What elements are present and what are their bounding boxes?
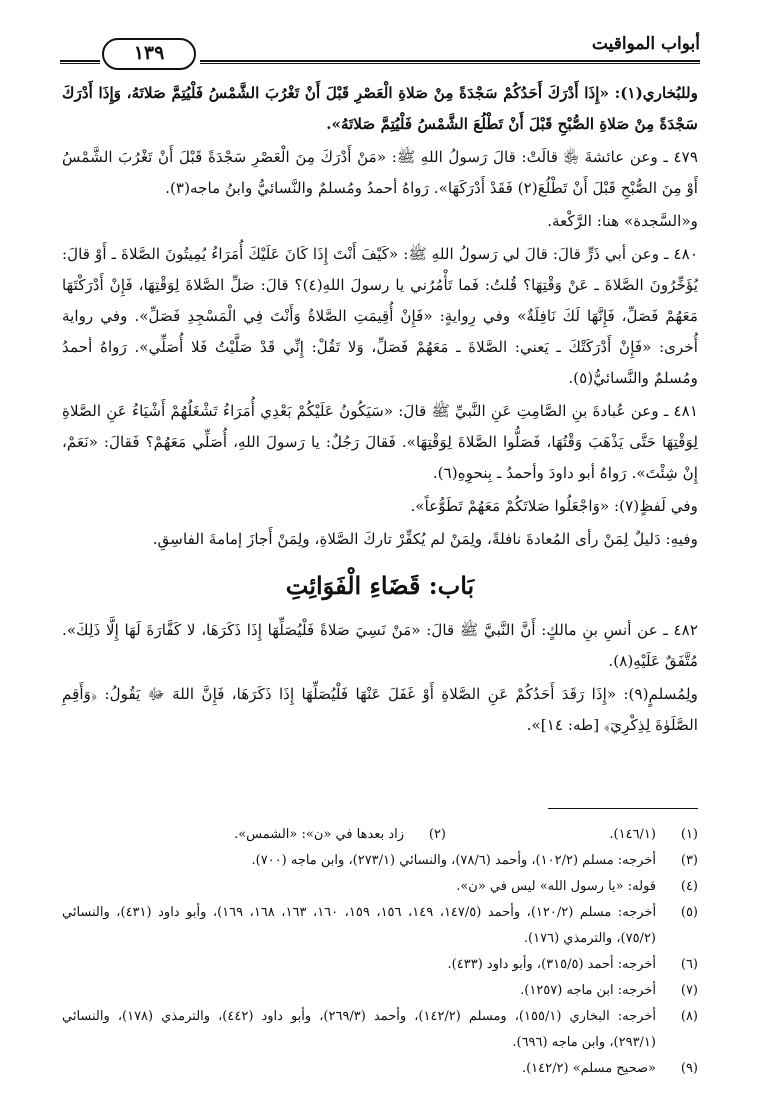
chapter-title: بَاب: قَضَاءِ الْفَوَائِتِ xyxy=(285,571,475,600)
footnote-number: (٣) xyxy=(680,853,698,868)
paragraph-muslim: ولِمُسلمٍ(٩): «إِذَا رَقَدَ أَحَدُكُمْ عَنِ الصَّلاةِ أَوْ غَفَلَ عَنْهَا فَلْيُصَلِّهَا إِذَا ذَكَرَهَا، فَإِنَّ اللهَ ﷻ يَقُولُ: ﴿وَأَقِمِ الصَّلَوٰةَ لِذِكْرِيٓ﴾ [طه: ١٤]». xyxy=(62,685,698,734)
footnote-row xyxy=(62,1056,698,1082)
footnote-row xyxy=(62,978,698,1004)
footnote-row xyxy=(62,900,698,952)
footnote-number: (٩) xyxy=(680,1061,698,1076)
footnote-number: (٥) xyxy=(680,905,698,920)
footnote-text: «صحيح مسلم» (١٤٢/٢). xyxy=(521,1061,656,1076)
footnote-row xyxy=(62,1004,698,1056)
paragraph-commentary: وفيهِ: دَليلٌ لِمَنْ رأى المُعادةَ نافلةً، ولِمَنْ لم يُكفِّرْ تاركَ الصَّلاةِ، ولِمَنْ أَجازَ إمامةَ الفاسِقِ. xyxy=(152,530,698,548)
footnote-text: أخرجه: مسلم (١٢٠/٢)، وأحمد (١٤٧/٥، ١٤٩، ١٥٦، ١٥٩، ١٦٠، ١٦٣، ١٦٨، ١٦٩)، وأبو داود (٤٣١)، والنسائي (٧٥/٢)، والترمذي (١٧٦). xyxy=(62,905,657,946)
hadith-479: ٤٧٩ ـ وعن عائشةَ ﵂ قالَتْ: قالَ رَسولُ اللهِ ﷺ: «مَنْ أَدْرَكَ مِنَ الْعَصْرِ سَجْدَةً قَبْلَ أَنْ تَغْرُبَ الشَّمْسُ أَوْ مِنَ الصُّبْحِ قَبْلَ أَنْ تَطْلُعَ(٢) فَقَدْ أَدْرَكَهَا». رَواهُ أحمدُ ومُسلمٌ والنَّسائيُّ وابنُ ماجه(٣). xyxy=(62,148,698,197)
footnote-row xyxy=(62,952,698,978)
footnote-text: (١٤٦/١). xyxy=(609,827,656,842)
footnote-number: (٢) xyxy=(428,827,446,842)
running-title: أبواب المواقيت xyxy=(591,34,700,54)
footnote-text: أخرجه: البخاري (١٥٥/١)، ومسلم (١٤٢/٢)، وأحمد (٢٦٩/٣)، وأبو داود (٤٤٢)، والترمذي (١٧٨)، والنسائي (٢٩٣/١)، وابن ماجه (٦٩٦). xyxy=(62,1009,656,1050)
page-header xyxy=(60,30,700,70)
page-number: ١٣٩ xyxy=(102,38,196,70)
footnote-number: (٨) xyxy=(680,1009,698,1024)
paragraph-lafz: وفي لَفظٍ(٧): «وَاجْعَلُوا صَلاتَكُمْ مَعَهُمْ تَطَوُّعاً». xyxy=(410,497,698,515)
footnote-row xyxy=(62,822,698,848)
header-rule-short xyxy=(60,60,100,64)
footnote-number: (٧) xyxy=(680,983,698,998)
note-sajda: و«السَّجدة» هنا: الرَّكْعة. xyxy=(547,212,698,230)
main-text xyxy=(62,78,698,743)
hadith-482: ٤٨٢ ـ عن أنسِ بنِ مالكٍ: أَنَّ النَّبيَّ ﷺ قالَ: «مَنْ نَسِيَ صَلاةً فَلْيُصَلِّهَا إِذَا ذَكَرَهَا، لا كَفَّارَةَ لَهَا إِلَّا ذَلِكَ». مُتَّفَقٌ عَلَيْهِ(٨). xyxy=(62,621,698,670)
footnote-text: قوله: «يا رسول الله» ليس في «ن». xyxy=(456,879,656,894)
footnote-text: أخرجه: أحمد (٣١٥/٥)، وأبو داود (٤٣٣). xyxy=(447,957,656,972)
footnote-text: أخرجه: ابن ماجه (١٢٥٧). xyxy=(520,983,656,998)
footnote-text: زاد بعدها في «ن»: «الشمس». xyxy=(234,827,404,842)
header-rule xyxy=(200,60,700,64)
paragraph-bukhari: وللبُخاري(١): «إِذَا أَدْرَكَ أَحَدُكُمْ سَجْدَةً مِنْ صَلاةِ الْعَصْرِ قَبْلَ أَنْ تَغْرُبَ الشَّمْسُ فَلْيُتِمَّ صَلاتَهُ، وَإِذَا أَدْرَكَ سَجْدَةً مِنْ صَلاةِ الصُّبْحِ قَبْلَ أَنْ تَطْلُعَ الشَّمْسُ فَلْيُتِمَّ صَلاتَهُ». xyxy=(62,84,698,133)
footnote-row xyxy=(62,874,698,900)
hadith-480: ٤٨٠ ـ وعن أبي ذَرٍّ قالَ: قالَ لي رَسولُ اللهِ ﷺ: «كَيْفَ أَنْتَ إِذَا كَانَ عَلَيْكَ أُمَرَاءُ يُمِيتُونَ الصَّلاةَ ـ أَوْ قالَ: يُؤَخِّرُونَ الصَّلاةَ ـ عَنْ وَقْتِهَا؟ قُلتُ: فَما تَأْمُرُني يا رسولَ اللهِ(٤)؟ قالَ: صَلِّ الصَّلاةَ لِوَقْتِهَا، فَإِنْ أَدْرَكْتَهَا مَعَهُمْ فَصَلِّ، فَإِنَّهَا لَكَ نَافِلَةٌ» وفي رِوايةٍ: «فَإِنْ أُقِيمَتِ الصَّلاةُ وَأَنْتَ فِي الْمَسْجِدِ فَصَلِّ». وفي رواية أُخرى: «فَإِنْ أَدْرَكَتْكَ ـ يَعني: الصَّلاةَ ـ مَعَهُمْ فَصَلِّ، وَلا تَقُلْ: إِنِّي قَدْ صَلَّيْتُ فَلا أُصَلِّي». رَواهُ أحمدُ ومُسلمٌ والنَّسائيُّ(٥). xyxy=(62,245,699,387)
footnote-row xyxy=(62,848,698,874)
footnote-text: أخرجه: مسلم (١٠٢/٢)، وأحمد (٧٨/٦)، والنسائي (٢٧٣/١)، وابن ماجه (٧٠٠). xyxy=(251,853,656,868)
footnote-rule xyxy=(548,808,698,809)
footnote-number: (٦) xyxy=(680,957,698,972)
footnote-number: (١) xyxy=(680,827,698,842)
hadith-481: ٤٨١ ـ وعن عُبادةَ بنِ الصَّامِتِ عَنِ النَّبيِّ ﷺ قالَ: «سَيَكُونُ عَلَيْكُمْ بَعْدِي أُمَرَاءُ تَشْغَلُهُمْ أَشْيَاءُ عَنِ الصَّلاةِ لِوَقْتِهَا حَتَّى يَذْهَبَ وَقْتُهَا، فَصَلُّوا الصَّلاةَ لِوَقْتِهَا». فَقالَ رَجُلٌ: يا رَسولَ اللهِ، أُصَلِّي مَعَهُمْ؟ فَقالَ: «نَعَمْ، إِنْ شِئْتَ». رَواهُ أبو داودَ وأحمدُ ـ بِنحوِهِ(٦). xyxy=(62,402,698,482)
footnote-number: (٤) xyxy=(680,879,698,894)
footnotes xyxy=(62,822,698,1082)
